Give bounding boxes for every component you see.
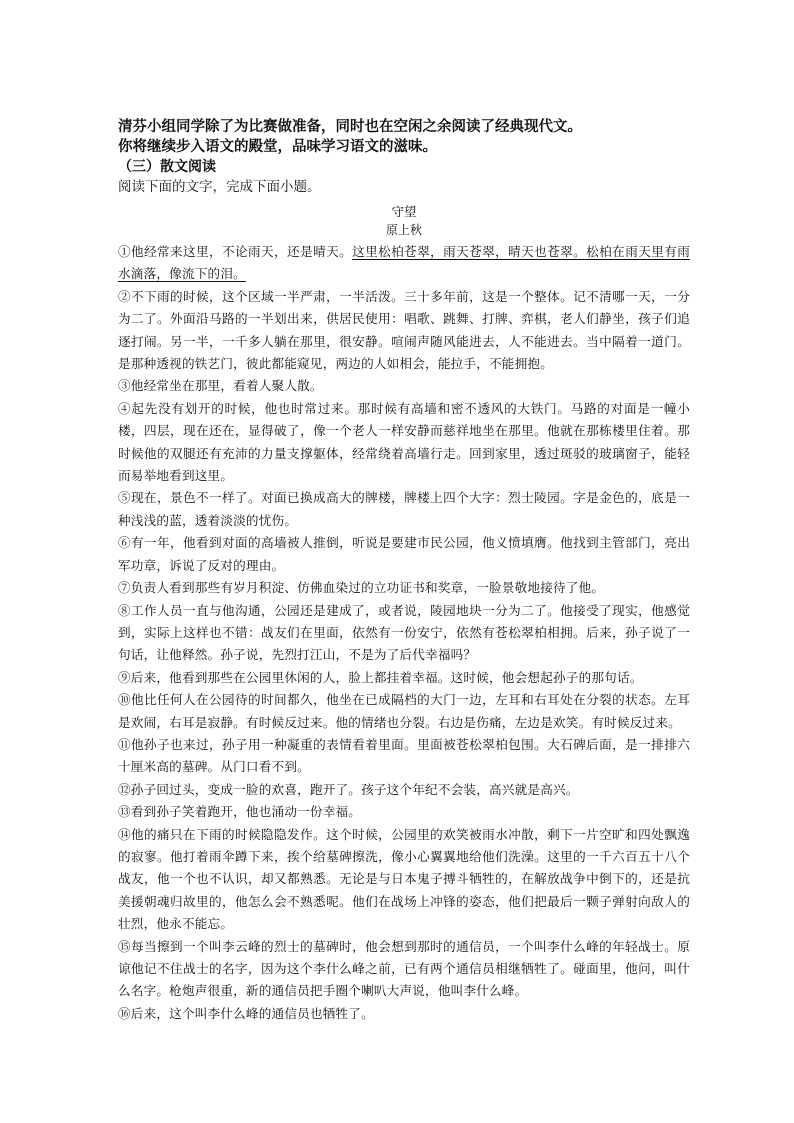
- essay-author: 原上秋: [385, 223, 422, 237]
- reading-instruction: 阅读下面的文字，完成下面小题。: [118, 179, 321, 195]
- paragraph-11: ⑪他孙子也来过，孙子用一种凝重的表情看着里面。里面被苍松翠柏包围。大石碑后面，是一排排六十厘米高的墓碑。从门口看不到。: [118, 736, 690, 775]
- paragraph-10: ⑩他比任何人在公园待的时间都久，他坐在已成隔档的大门一边，左耳和右耳处在分裂的状态。左耳是欢闹，右耳是寂静。有时候反过来。他的情绪也分裂。右边是伤痛，左边是欢笑。有时候反过来。: [118, 692, 690, 730]
- paragraph-8: ⑧工作人员一直与他沟通，公园还是建成了，或者说，陵园地块一分为二了。他接受了现实，他感觉到，实际上这样也不错：战友们在里面，依然有一份安宁，依然有苍松翠柏相拥。后来，孙子说了一句话，让他释然。孙子说，先烈打江山，不是为了后代幸福吗？: [118, 602, 690, 663]
- paragraph-15: ⑮每当擦到一个叫李云峰的烈士的墓碑时，他会想到那时的通信员，一个叫李什么峰的年轻战士。原谅他记不住战士的名字，因为这个李什么峰之前，已有两个通信员相继牺牲了。碰面里，他问，叫什么名字。枪炮声很重，新的通信员把手圈个喇叭大声说，他叫李什么峰。: [118, 938, 690, 999]
- paragraph-12: ⑫孙子回过头，变成一脸的欢喜，跑开了。孩子这个年纪不会装，高兴就是高兴。: [118, 781, 579, 797]
- section-heading: （三）散文阅读: [118, 159, 216, 175]
- paragraph-3: ③他经常坐在那里，看着人聚人散。: [118, 378, 323, 394]
- intro-line-1: 清芬小组同学除了为比赛做准备，同时也在空闲之余阅读了经典现代文。: [118, 118, 582, 135]
- intro-line-2: 你将继续步入语文的殿堂，品味学习语文的滋味。: [118, 138, 437, 155]
- paragraph-1: [118, 241, 690, 286]
- essay-title: 守望: [391, 204, 417, 219]
- paragraph-14: ⑭他的痛只在下雨的时候隐隐发作。这个时候，公园里的欢笑被雨水冲散，剩下一片空旷和四处飘逸的寂寥。他打着雨伞蹲下来，挨个给墓碑擦洗，像小心翼翼地给他们洗澡。这里的一千六百五十八个战友，他一个也不认识，却又都熟悉。无论是与日本鬼子搏斗牺牲的，在解放战争中倒下的，还是抗美援朝魂归故里的，他怎么会不熟悉呢。他们在战场上冲锋的姿态，他们把最后一颗子弹射向敌人的壮烈，他永不能忘。: [118, 826, 690, 932]
- paragraph-2: ②不下雨的时候，这个区域一半严肃，一半活泼。三十多年前，这是一个整体。记不清哪一天，一分为二了。外面沿马路的一半划出来，供居民使用：唱歌、跳舞、打牌、弈棋，老人们静坐，孩子们追逐打闹。另一半，一千多人躺在那里，很安静。喧闹声随风能进去，人不能进去。当中隔着一道门。是那种透视的铁艺门，彼此都能窥见，两边的人如相会，能拉手，不能拥抱。: [118, 288, 690, 372]
- paragraph-13: ⑬看到孙子笑着跑开，他也涌动一份幸福。: [118, 804, 362, 820]
- paragraph-16: ⑯后来，这个叫李什么峰的通信员也牺牲了。: [118, 1005, 374, 1021]
- paragraph-1-text: ①他经常来这里，不论雨天，还是晴天。: [118, 244, 353, 259]
- paragraph-1-underlined: 这里松柏苍翠，雨天苍翠，晴天也苍翠。松柏在雨天里有雨水滴落，像流下的泪。: [118, 244, 691, 282]
- paragraph-6: ⑥有一年，他看到对面的高墙被人推倒，听说是要建市民公园，他义愤填膺。他找到主管部门，亮出军功章，诉说了反对的理由。: [118, 535, 690, 573]
- paragraph-5: ⑤现在，景色不一样了。对面已换成高大的牌楼，牌楼上四个大字：烈士陵园。字是金色的，底是一种浅浅的蓝，透着淡淡的忧伤。: [118, 490, 690, 528]
- paragraph-7: ⑦负责人看到那些有岁月积淀、仿佛血染过的立功证书和奖章，一脸景敬地接待了他。: [118, 580, 605, 596]
- paragraph-4: ④起先没有划开的时候，他也时常过来。那时候有高墙和密不透风的大铁门。马路的对面是一幢小楼，四层，现在还在，显得破了，像一个老人一样安静而慈祥地坐在那里。他就在那栋楼里住着。那时候他的双腿还有充沛的力量支撑躯体，经常绕着高墙行走。回到家里，透过斑驳的玻璃窗子，能轻而易举地看到这里。: [118, 400, 690, 484]
- paragraph-9: ⑨后来，他看到那些在公园里休闲的人，脸上都挂着幸福。这时候，他会想起孙子的那句话。: [118, 669, 643, 685]
- document-page: [118, 117, 690, 1025]
